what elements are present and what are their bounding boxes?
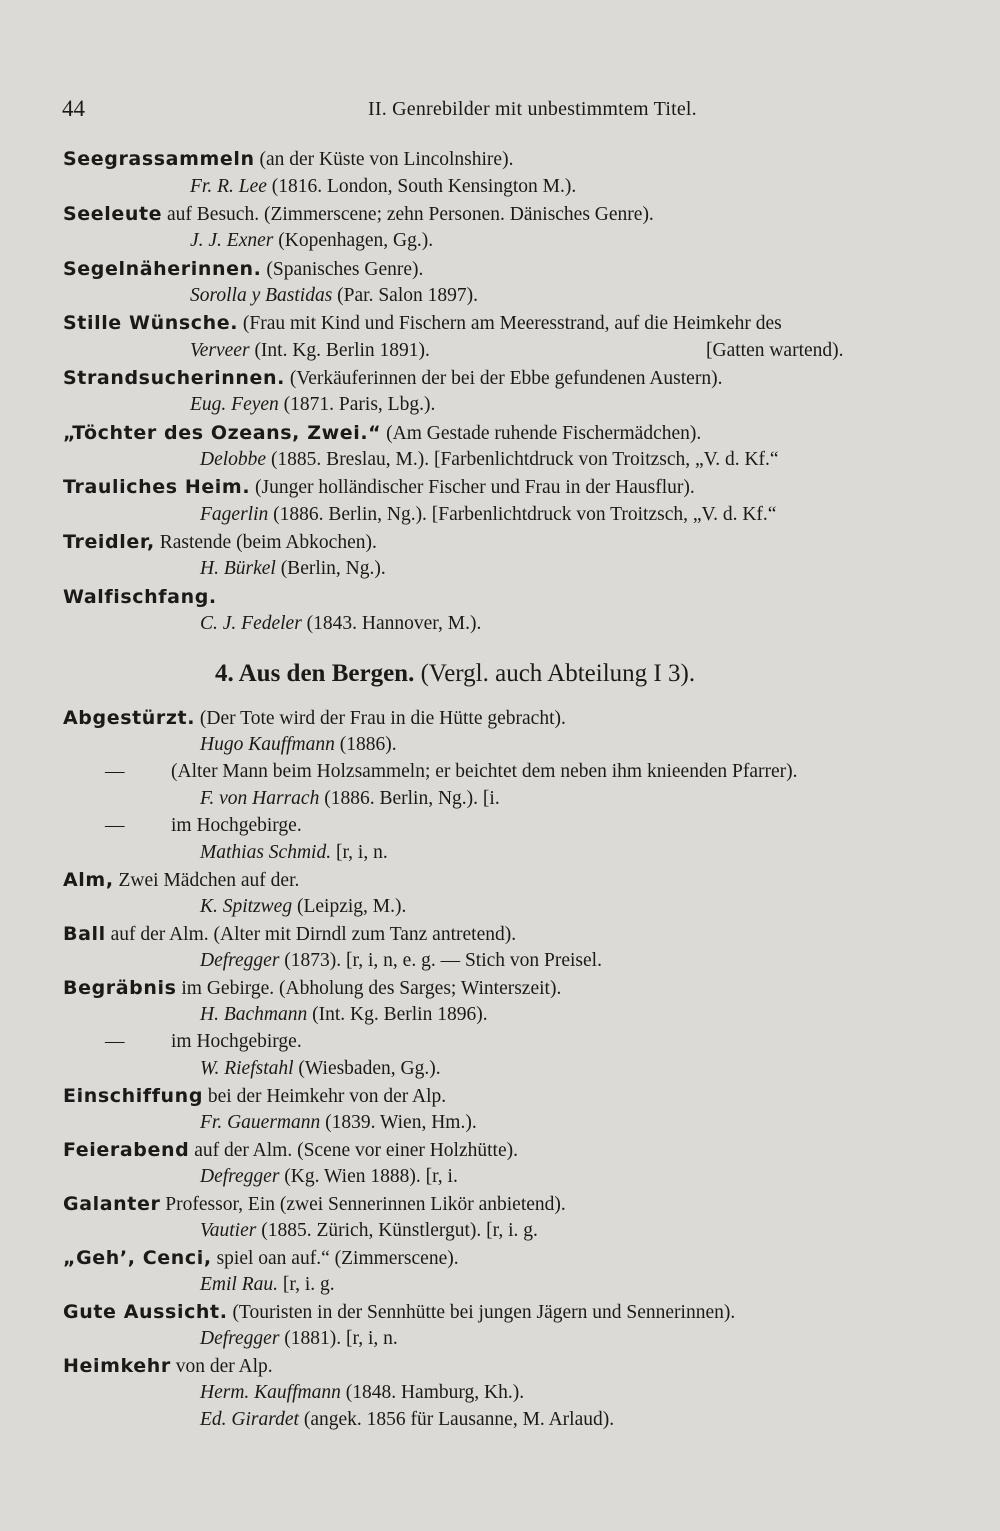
ditto-dash: — [105,815,125,836]
artist-line [200,948,602,974]
entry-keyword: Alm, [63,869,114,891]
entry-keyword: Seegrassammeln [63,148,255,170]
artist-line [200,447,779,473]
entry-heading-line [63,1353,273,1380]
entry-heading-line [63,1083,446,1110]
entry-description: (Spanisches Genre). [261,259,424,280]
entry-heading-line [63,705,566,732]
artist-line [200,1110,477,1136]
entry-keyword: Seeleute [63,203,163,225]
artist-line [190,228,433,254]
artist-details: (1886. Berlin, Ng.). [i. [319,788,500,809]
artist-details: (Kg. Wien 1888). [r, i. [279,1166,458,1187]
ditto-line [105,1029,302,1055]
entry-heading-line [63,420,701,447]
entry-keyword: „Töchter des Ozeans, Zwei.“ [63,422,382,444]
artist-name: Herm. Kauffmann [200,1382,341,1403]
artist-name: Verveer [190,340,250,361]
artist-line [200,786,500,812]
section-heading [215,658,695,690]
entry-heading-line [63,975,561,1002]
entry-description: (Touristen in der Sennhütte bei jungen Jägern und Sennerinnen). [227,1302,736,1323]
artist-details: (Int. Kg. Berlin 1891). [249,340,430,361]
entry-heading-line [63,1245,459,1272]
entry-description: auf der Alm. (Scene vor einer Holzhütte). [189,1140,518,1161]
entry-heading-line [63,921,516,948]
entry-description: im Hochgebirge. [171,815,302,836]
entry-keyword: Treidler, [63,531,155,553]
artist-line [200,556,386,582]
entry-keyword: Trauliches Heim. [63,476,251,498]
artist-name: Fr. R. Lee [190,176,267,197]
entry-keyword: Segelnäherinnen. [63,258,262,280]
entry-description: Rastende (beim Abkochen). [154,532,377,553]
artist-name: C. J. Fedeler [200,613,302,634]
entry-keyword: Ball [63,923,106,945]
entry-description: von der Alp. [170,1356,273,1377]
entry-heading-line [63,867,299,894]
entry-heading-line [63,310,782,337]
artist-line [200,1218,538,1244]
artist-line [200,1164,458,1190]
entry-description: auf Besuch. (Zimmerscene; zehn Personen. Dänisches Genre). [162,204,654,225]
ditto-dash: — [105,761,125,782]
artist-name: Fr. Gauermann [200,1112,321,1133]
artist-details: (Berlin, Ng.). [275,558,386,579]
section-title: 4. Aus den Bergen. [215,660,415,687]
entry-keyword: Stille Wünsche. [63,312,239,334]
artist-line [200,1002,488,1028]
artist-name: Defregger [200,950,280,971]
artist-line [200,1056,441,1082]
artist-line [200,1407,614,1433]
section-note: (Vergl. auch Abteilung I 3). [414,660,696,687]
entry-heading-line [63,1191,566,1218]
ditto-line [105,759,798,785]
artist-details: (1816. London, South Kensington M.). [266,176,577,197]
entry-description: auf der Alm. (Alter mit Dirndl zum Tanz antretend). [105,924,517,945]
artist-name: Fagerlin [200,504,269,525]
artist-name: H. Bachmann [200,1004,308,1025]
artist-name: Ed. Girardet [200,1409,299,1430]
entry-heading-line [63,529,377,556]
artist-details: (1873). [r, i, n, e. g. — Stich von Preisel. [279,950,602,971]
entry-description: spiel oan auf.“ (Zimmerscene). [211,1248,459,1269]
entry-description: (Frau mit Kind und Fischern am Meeresstrand, auf die Heimkehr des [238,313,782,334]
entry-keyword: Walfischfang. [63,586,217,608]
artist-line [190,392,435,418]
entry-keyword: Begräbnis [63,977,177,999]
artist-details: (1843. Hannover, M.). [301,613,482,634]
artist-name: H. Bürkel [200,558,276,579]
entry-description: (Am Gestade ruhende Fischermädchen). [381,423,702,444]
artist-line [200,1326,398,1352]
artist-name: K. Spitzweg [200,896,293,917]
entry-description: (Alter Mann beim Holzsammeln; er beichtet dem neben ihm knieenden Pfarrer). [171,761,798,782]
artist-line [190,174,576,200]
artist-line [200,894,406,920]
entry-heading-line [63,1137,518,1164]
artist-name: Delobbe [200,449,267,470]
artist-details: (1885. Breslau, M.). [Farbenlichtdruck von Troitzsch, „V. d. Kf.“ [266,449,779,470]
artist-details: (1848. Hamburg, Kh.). [340,1382,525,1403]
artist-name: Sorolla y Bastidas [190,285,333,306]
entry-description: (Der Tote wird der Frau in die Hütte gebracht). [195,708,566,729]
ditto-dash: — [105,1031,125,1052]
artist-details: (1885. Zürich, Künstlergut). [r, i. g. [256,1220,538,1241]
entry-keyword: Einschiffung [63,1085,204,1107]
artist-line [200,732,397,758]
entry-heading-line [63,365,722,392]
continuation-text: [Gatten wartend). [706,340,844,361]
page-header [60,96,940,130]
entry-description: im Hochgebirge. [171,1031,302,1052]
artist-name: Hugo Kauffmann [200,734,335,755]
artist-line [190,283,478,309]
entry-description: bei der Heimkehr von der Alp. [203,1086,447,1107]
entry-heading-line [63,146,513,173]
artist-details: [r, i, n. [331,842,388,863]
entry-keyword: Feierabend [63,1139,190,1161]
artist-details: (Int. Kg. Berlin 1896). [307,1004,488,1025]
artist-line [200,502,776,528]
artist-details: (1886. Berlin, Ng.). [Farbenlichtdruck von Troitzsch, „V. d. Kf.“ [268,504,777,525]
entry-heading-line [63,256,423,283]
artist-name: Emil Rau. [200,1274,278,1295]
entry-description: (Verkäuferinnen der bei der Ebbe gefundenen Austern). [284,368,723,389]
page-number: 44 [62,96,85,121]
entry-description: Professor, Ein (zwei Sennerinnen Likör anbietend). [160,1194,566,1215]
artist-name: Defregger [200,1328,280,1349]
artist-name: Vautier [200,1220,257,1241]
entry-keyword: Gute Aussicht. [63,1301,228,1323]
entry-description: Zwei Mädchen auf der. [113,870,300,891]
entry-keyword: „Geh’, Cenci, [63,1247,212,1269]
artist-name: F. von Harrach [200,788,320,809]
artist-details: (1881). [r, i, n. [279,1328,398,1349]
entry-keyword: Strandsucherinnen. [63,367,285,389]
artist-name: Defregger [200,1166,280,1187]
running-title: II. Genrebilder mit unbestimmtem Titel. [368,98,697,120]
artist-details: (Kopenhagen, Gg.). [273,230,434,251]
entry-heading-line [63,1299,735,1326]
entry-description: (an der Küste von Lincolnshire). [254,149,514,170]
entry-heading-line [63,201,654,228]
entry-heading-line [63,584,217,611]
entry-keyword: Heimkehr [63,1355,171,1377]
artist-name: J. J. Exner [190,230,274,251]
entry-keyword: Abgestürzt. [63,707,196,729]
entry-heading-line [63,474,695,501]
artist-details: [r, i. g. [278,1274,335,1295]
artist-details: (Wiesbaden, Gg.). [293,1058,441,1079]
artist-details: (Par. Salon 1897). [332,285,478,306]
artist-name: W. Riefstahl [200,1058,294,1079]
ditto-line [105,813,302,839]
artist-line [200,1272,335,1298]
entry-description: (Junger holländischer Fischer und Frau in der Hausflur). [250,477,695,498]
artist-details: (angek. 1856 für Lausanne, M. Arlaud). [298,1409,615,1430]
artist-line [200,1380,524,1406]
artist-line [190,338,430,364]
artist-line [200,611,481,637]
artist-name: Mathias Schmid. [200,842,332,863]
artist-details: (1886). [334,734,397,755]
artist-details: (Leipzig, M.). [292,896,407,917]
artist-details: (1871. Paris, Lbg.). [278,394,436,415]
artist-name: Eug. Feyen [190,394,279,415]
artist-details: (1839. Wien, Hm.). [320,1112,477,1133]
entry-keyword: Galanter [63,1193,161,1215]
entry-description: im Gebirge. (Abholung des Sarges; Winterszeit). [176,978,562,999]
artist-line [200,840,388,866]
